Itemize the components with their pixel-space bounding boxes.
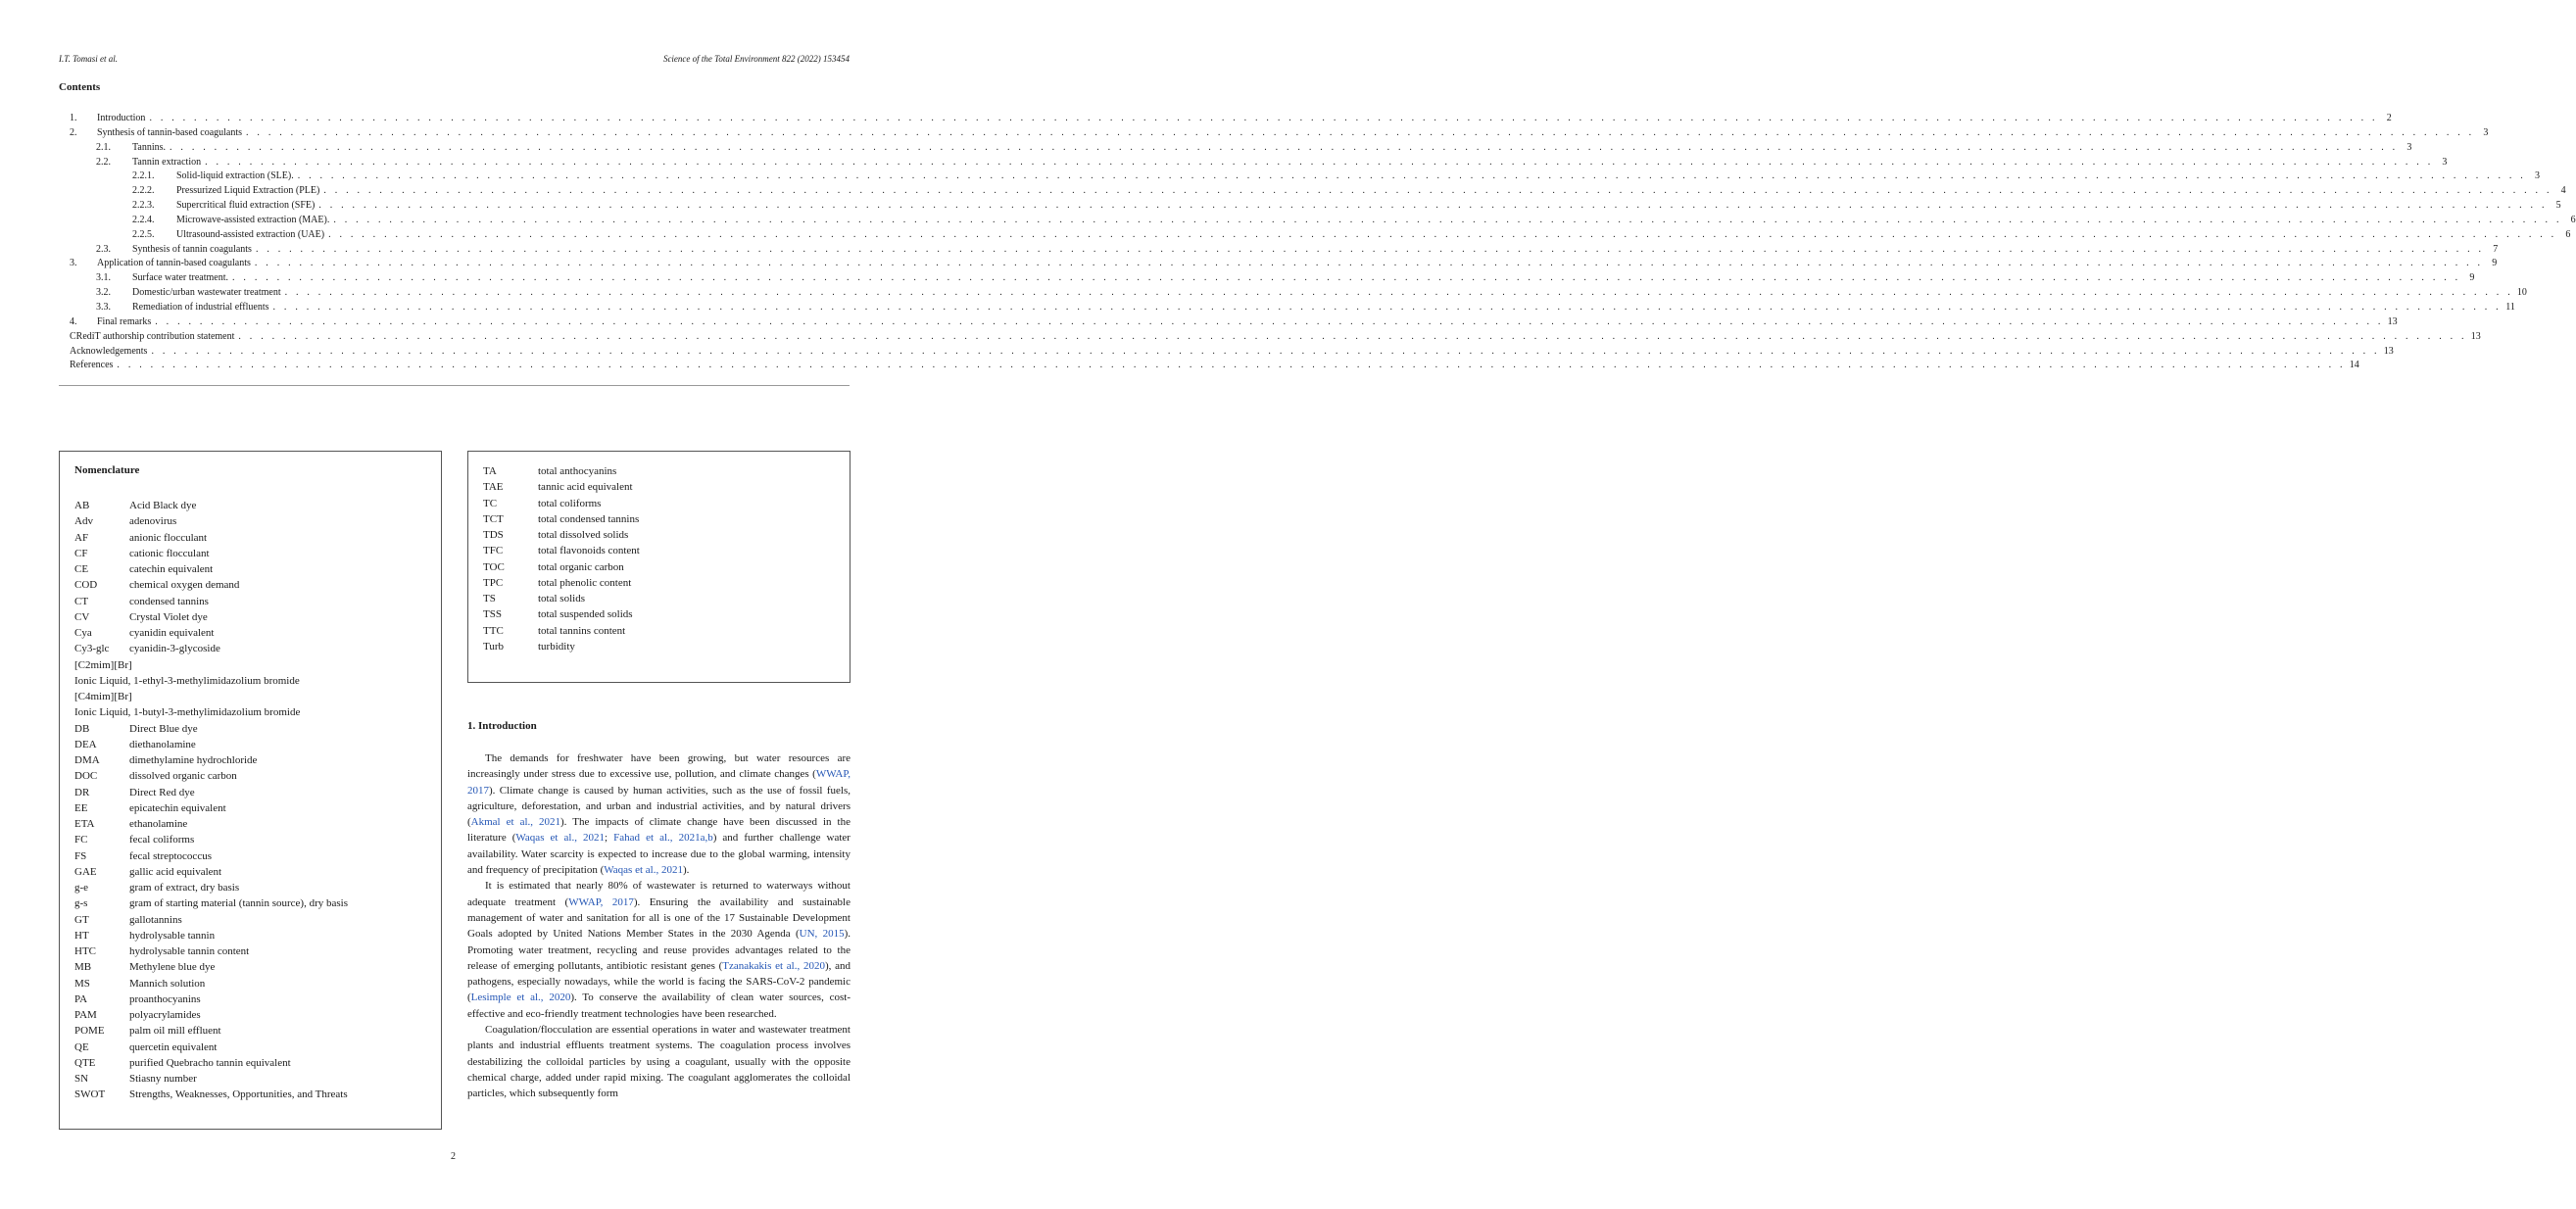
nomenclature-abbreviation: Cya [74,627,92,639]
nomenclature-row [74,577,433,593]
nomenclature-row [74,832,433,847]
nomenclature-definition: total dissolved solids [538,529,629,541]
nomenclature-row [74,1055,433,1071]
nomenclature-row [74,625,433,641]
nomenclature-definition: Strengths, Weaknesses, Opportunities, and Threats [129,1088,348,1101]
toc-entry[interactable] [70,286,2527,301]
nomenclature-row [74,1040,433,1055]
toc-entry[interactable] [70,214,2576,228]
nomenclature-definition: epicatechin equivalent [129,801,226,814]
introduction-body [467,750,851,1102]
nomenclature-row [74,912,433,928]
nomenclature-row [74,704,433,720]
nomenclature-definition: total coliforms [538,497,602,509]
nomenclature-row [74,657,433,673]
citation-link[interactable]: Akmal et al., 2021 [470,816,561,829]
nomenclature-definition: proanthocyanins [129,992,201,1005]
toc-entry-number: 2.2.1. [132,170,155,182]
toc-entry-page: 3 [2442,156,2448,168]
toc-entry-page: 3 [2535,170,2541,182]
nomenclature-abbreviation: HT [74,929,89,942]
toc-entry-page: 5 [2555,200,2561,212]
nomenclature-row [74,609,433,625]
nomenclature-row [483,591,842,606]
table-of-contents [70,112,2576,373]
nomenclature-row [74,928,433,943]
nomenclature-row [74,546,433,561]
toc-entry-number: 2.2.4. [132,214,155,225]
toc-entry-page: 10 [2516,287,2527,299]
nomenclature-definition: tannic acid equivalent [538,481,633,494]
nomenclature-abbreviation: SN [74,1073,89,1085]
toc-entry-title: Synthesis of tannin coagulants [132,243,252,255]
toc-entry-title: Supercritical fluid extraction (SFE) [176,200,316,212]
nomenclature-abbreviation: TAE [483,481,504,494]
toc-entry-title: Remediation of industrial effluents [132,301,269,313]
toc-dot-leader: . . . . . . . . . . . . . . . . . . . . . . . . . . . . . . . . . . . . . . . . . . . . . . . . . . . . . . . . . . . . . . . . . . . . . . . . . . . . . . . . . . . . . . . . . . . . . . . . . . . . . . . . . . . . . . . . . . . . . . . . . . . . . . . . . . . . . . . . . . . . . . . . . . . . . . . . . . . . . . . . . . . . . . . . . . . . . . . . . . . . . . . . . . . . . . . . . . . . . . . . [272,301,2502,313]
toc-entry-title: Tannins. [132,141,167,153]
nomenclature-definition: hydrolysable tannin content [129,945,250,957]
toc-dot-leader: . . . . . . . . . . . . . . . . . . . . . . . . . . . . . . . . . . . . . . . . . . . . . . . . . . . . . . . . . . . . . . . . . . . . . . . . . . . . . . . . . . . . . . . . . . . . . . . . . . . . . . . . . . . . . . . . . . . . . . . . . . . . . . . . . . . . . . . . . . . . . . . . . . . . . . . . . . . . . . . . . . . . . . . . . . . . . . . . . . . . . . . . . . . . . . . . . . . . . . . . [238,330,2467,342]
nomenclature-abbreviation: DR [74,786,90,798]
intro-paragraph-3: Coagulation/flocculation are essential operations in water and wastewater treatment plants and industrial effluents treatment systems. The coagulation process involves destabilizing the colloidal particles by using a coagulant, usually with the opposite chemical charge, added under rapid mixing. The coagulant agglomerates the colloidal particles, which subsequently form [467,1024,851,1100]
contents-divider [59,385,850,386]
toc-dot-leader: . . . . . . . . . . . . . . . . . . . . . . . . . . . . . . . . . . . . . . . . . . . . . . . . . . . . . . . . . . . . . . . . . . . . . . . . . . . . . . . . . . . . . . . . . . . . . . . . . . . . . . . . . . . . . . . . . . . . . . . . . . . . . . . . . . . . . . . . . . . . . . . . . . . . . . . . . . . . . . . . . . . . . . . . . . . . . . . . . . . . . . . . . . . . . . . . . . . . . . . . [246,126,2475,138]
nomenclature-definition: purified Quebracho tannin equivalent [129,1056,291,1069]
nomenclature-row [74,959,433,975]
nomenclature-definition: anionic flocculant [129,531,208,544]
toc-entry-page: 13 [2470,330,2481,342]
nomenclature-definition: cationic flocculant [129,547,210,559]
nomenclature-definition: dimethylamine hydrochloride [129,754,258,766]
toc-dot-leader: . . . . . . . . . . . . . . . . . . . . . . . . . . . . . . . . . . . . . . . . . . . . . . . . . . . . . . . . . . . . . . . . . . . . . . . . . . . . . . . . . . . . . . . . . . . . . . . . . . . . . . . . . . . . . . . . . . . . . . . . . . . . . . . . . . . . . . . . . . . . . . . . . . . . . . . . . . . . . . . . . . . . . . . . . . . . . . . . . . . . . . . . . . . . . . . . . . . . . . . . [155,315,2384,327]
nomenclature-row [74,721,433,737]
citation-link[interactable]: Waqas et al., 2021 [604,864,683,877]
toc-entry-page: 13 [2387,315,2398,327]
toc-entry-page: 6 [2570,214,2576,225]
toc-entry-number: 3.2. [96,287,111,299]
toc-dot-leader: . . . . . . . . . . . . . . . . . . . . . . . . . . . . . . . . . . . . . . . . . . . . . . . . . . . . . . . . . . . . . . . . . . . . . . . . . . . . . . . . . . . . . . . . . . . . . . . . . . . . . . . . . . . . . . . . . . . . . . . . . . . . . . . . . . . . . . . . . . . . . . . . . . . . . . . . . . . . . . . . . . . . . . . . . . . . . . . . . . . . . . . . . . . . . . . . . . . . . . . . [328,228,2557,240]
nomenclature-row [74,561,433,577]
nomenclature-abbreviation: MB [74,961,92,974]
nomenclature-row [483,575,842,591]
nomenclature-row [74,737,433,752]
nomenclature-abbreviation: SWOT [74,1088,106,1101]
nomenclature-row [74,513,433,529]
nomenclature-definition: chemical oxygen demand [129,579,240,592]
nomenclature-row [483,527,842,543]
toc-dot-leader: . . . . . . . . . . . . . . . . . . . . . . . . . . . . . . . . . . . . . . . . . . . . . . . . . . . . . . . . . . . . . . . . . . . . . . . . . . . . . . . . . . . . . . . . . . . . . . . . . . . . . . . . . . . . . . . . . . . . . . . . . . . . . . . . . . . . . . . . . . . . . . . . . . . . . . . . . . . . . . . . . . . . . . . . . . . . . . . . . . . . . . . . . . . . . . . . . . . . . . . . [170,141,2399,153]
toc-entry[interactable] [70,330,2481,345]
nomenclature-row [74,976,433,991]
toc-entry-number: 2.1. [96,141,111,153]
toc-entry-page: 3 [2406,141,2412,153]
toc-entry-title: Final remarks [97,315,152,327]
nomenclature-definition: diethanolamine [129,738,196,750]
nomenclature-abbreviation: Ionic Liquid, 1-butyl-3-methylimidazolium bromide [74,706,301,719]
nomenclature-abbreviation: DB [74,722,90,735]
nomenclature-row [74,880,433,895]
text: The demands for freshwater have been growing, but water resources are increasingly under stress due to excessive use, pollution, and climate changes ( [467,752,851,781]
nomenclature-definition: total flavonoids content [538,545,640,557]
nomenclature-box-left [59,451,442,1130]
nomenclature-abbreviation: DOC [74,770,98,783]
toc-entry-number: 2.2. [96,156,111,168]
nomenclature-abbreviation: EE [74,801,88,814]
nomenclature-abbreviation: DEA [74,738,97,750]
toc-dot-leader: . . . . . . . . . . . . . . . . . . . . . . . . . . . . . . . . . . . . . . . . . . . . . . . . . . . . . . . . . . . . . . . . . . . . . . . . . . . . . . . . . . . . . . . . . . . . . . . . . . . . . . . . . . . . . . . . . . . . . . . . . . . . . . . . . . . . . . . . . . . . . . . . . . . . . . . . . . . . . . . . . . . . . . . . . . . . . . . . . . . . . . . . . . . . . . . . . . . . . . . . [151,345,2380,357]
toc-entry[interactable] [70,228,2571,243]
toc-dot-leader: . . . . . . . . . . . . . . . . . . . . . . . . . . . . . . . . . . . . . . . . . . . . . . . . . . . . . . . . . . . . . . . . . . . . . . . . . . . . . . . . . . . . . . . . . . . . . . . . . . . . . . . . . . . . . . . . . . . . . . . . . . . . . . . . . . . . . . . . . . . . . . . . . . . . . . . . . . . . . . . . . . . . . . . . . . . . . . . . . . . . . . . . . . . . . . . . . . . . . . . . [254,258,2484,269]
text: It is estimated that nearly 80% of wastewater is returned to waterways without adequate treatment ( [467,880,851,908]
nomenclature-abbreviation: TDS [483,529,504,541]
toc-entry-title: Introduction [97,113,146,123]
contents-title: Contents [59,81,101,93]
toc-dot-leader: . . . . . . . . . . . . . . . . . . . . . . . . . . . . . . . . . . . . . . . . . . . . . . . . . . . . . . . . . . . . . . . . . . . . . . . . . . . . . . . . . . . . . . . . . . . . . . . . . . . . . . . . . . . . . . . . . . . . . . . . . . . . . . . . . . . . . . . . . . . . . . . . . . . . . . . . . . . . . . . . . . . . . . . . . . . . . . . . . . . . . . . . . . . . . . . . . . . . . . . . [323,185,2552,197]
toc-entry-page: 11 [2505,301,2515,313]
toc-entry-title: Solid-liquid extraction (SLE). [176,170,294,182]
nomenclature-row [74,895,433,911]
nomenclature-definition: quercetin equivalent [129,1040,218,1053]
nomenclature-row [74,1023,433,1039]
toc-entry[interactable] [70,315,2398,330]
nomenclature-abbreviation: GT [74,913,89,926]
nomenclature-definition: total organic carbon [538,560,624,573]
introduction-heading: 1. Introduction [467,720,537,732]
toc-entry[interactable] [70,169,2541,184]
citation-link[interactable]: Lesimple et al., 2020 [470,991,571,1004]
toc-entry-number: 2.2.5. [132,228,155,240]
nomenclature-definition: Crystal Violet dye [129,610,208,623]
toc-entry-title: Surface water treatment. [132,272,229,284]
text: ). The impacts of climate change have been discussed in the literature ( [467,816,851,845]
nomenclature-definition: total solids [538,593,585,604]
toc-entry-page: 14 [2349,360,2359,371]
nomenclature-definition: palm oil mill effluent [129,1025,221,1038]
nomenclature-abbreviation: COD [74,579,98,592]
nomenclature-abbreviation: GAE [74,865,97,878]
toc-entry-number: 2.2.2. [132,185,155,197]
toc-dot-leader: . . . . . . . . . . . . . . . . . . . . . . . . . . . . . . . . . . . . . . . . . . . . . . . . . . . . . . . . . . . . . . . . . . . . . . . . . . . . . . . . . . . . . . . . . . . . . . . . . . . . . . . . . . . . . . . . . . . . . . . . . . . . . . . . . . . . . . . . . . . . . . . . . . . . . . . . . . . . . . . . . . . . . . . . . . . . . . . . . . . . . . . . . . . . . . . . . . . . . . . . [149,113,2378,123]
nomenclature-abbreviation: QE [74,1040,89,1053]
nomenclature-definition: gram of starting material (tannin source), dry basis [129,897,348,910]
nomenclature-abbreviation: TPC [483,576,504,589]
toc-dot-leader: . . . . . . . . . . . . . . . . . . . . . . . . . . . . . . . . . . . . . . . . . . . . . . . . . . . . . . . . . . . . . . . . . . . . . . . . . . . . . . . . . . . . . . . . . . . . . . . . . . . . . . . . . . . . . . . . . . . . . . . . . . . . . . . . . . . . . . . . . . . . . . . . . . . . . . . . . . . . . . . . . . . . . . . . . . . . . . . . . . . . . . . . . . . . . . . . . . . . . . . . [117,360,2346,371]
toc-entry-title: CRediT authorship contribution statement [70,330,235,342]
nomenclature-definition: Direct Red dye [129,786,195,798]
nomenclature-row [74,1007,433,1023]
nomenclature-abbreviation: TC [483,497,498,509]
nomenclature-definition: adenovirus [129,515,177,528]
nomenclature-row [74,752,433,768]
nomenclature-definition: catechin equivalent [129,563,214,575]
nomenclature-row [74,991,433,1007]
nomenclature-abbreviation: PAM [74,1009,97,1021]
nomenclature-definition: gallotannins [129,913,182,926]
toc-entry-title: Tannin extraction [132,156,202,168]
citation-link[interactable]: Waqas et al., 2021 [515,832,606,845]
nomenclature-definition: Mannich solution [129,977,206,990]
toc-dot-leader: . . . . . . . . . . . . . . . . . . . . . . . . . . . . . . . . . . . . . . . . . . . . . . . . . . . . . . . . . . . . . . . . . . . . . . . . . . . . . . . . . . . . . . . . . . . . . . . . . . . . . . . . . . . . . . . . . . . . . . . . . . . . . . . . . . . . . . . . . . . . . . . . . . . . . . . . . . . . . . . . . . . . . . . . . . . . . . . . . . . . . . . . . . . . . . . . . . . . . . . . [205,156,2434,168]
nomenclature-row [483,606,842,622]
text: ), and pathogens, especially nowadays, while the world is facing the SARS-CoV-2 pandemic ( [467,959,851,1004]
nomenclature-row [74,943,433,959]
nomenclature-abbreviation: AB [74,500,90,511]
nomenclature-abbreviation: POME [74,1025,105,1038]
toc-entry-number: 3.3. [96,301,111,313]
toc-entry-title: Domestic/urban wastewater treatment [132,287,281,299]
toc-entry-number: 2.2.3. [132,200,155,212]
citation-link[interactable]: WWAP, 2017 [467,768,851,797]
nomenclature-row [74,848,433,864]
nomenclature-abbreviation: CE [74,563,89,575]
nomenclature-definition: gallic acid equivalent [129,865,222,878]
text: ; [605,832,614,845]
nomenclature-list-right [483,463,842,654]
nomenclature-row [74,800,433,816]
nomenclature-definition: Stiasny number [129,1073,197,1085]
nomenclature-abbreviation: TOC [483,560,505,573]
nomenclature-row [74,768,433,784]
nomenclature-row [74,864,433,880]
toc-entry[interactable] [70,257,2498,271]
toc-entry-number: 1. [70,113,77,123]
toc-entry-page: 6 [2565,228,2571,240]
nomenclature-abbreviation: CV [74,610,90,623]
nomenclature-row [483,623,842,639]
toc-dot-leader: . . . . . . . . . . . . . . . . . . . . . . . . . . . . . . . . . . . . . . . . . . . . . . . . . . . . . . . . . . . . . . . . . . . . . . . . . . . . . . . . . . . . . . . . . . . . . . . . . . . . . . . . . . . . . . . . . . . . . . . . . . . . . . . . . . . . . . . . . . . . . . . . . . . . . . . . . . . . . . . . . . . . . . . . . . . . . . . . . . . . . . . . . . . . . . . . . . . . . . . . [333,214,2562,225]
nomenclature-definition: condensed tannins [129,595,209,607]
nomenclature-row [483,639,842,654]
toc-entry[interactable] [70,345,2394,360]
toc-dot-leader: . . . . . . . . . . . . . . . . . . . . . . . . . . . . . . . . . . . . . . . . . . . . . . . . . . . . . . . . . . . . . . . . . . . . . . . . . . . . . . . . . . . . . . . . . . . . . . . . . . . . . . . . . . . . . . . . . . . . . . . . . . . . . . . . . . . . . . . . . . . . . . . . . . . . . . . . . . . . . . . . . . . . . . . . . . . . . . . . . . . . . . . . . . . . . . . . . . . . . . . . [232,272,2461,284]
nomenclature-row [483,496,842,511]
nomenclature-abbreviation: CF [74,547,88,559]
nomenclature-abbreviation: Turb [483,640,504,653]
nomenclature-definition: turbidity [538,640,575,653]
toc-entry[interactable] [70,271,2475,286]
nomenclature-abbreviation: TSS [483,608,502,621]
nomenclature-definition: cyanidin equivalent [129,627,215,639]
toc-entry[interactable] [70,126,2489,141]
nomenclature-definition: Direct Blue dye [129,722,198,735]
nomenclature-definition: gram of extract, dry basis [129,882,240,894]
toc-entry-page: 3 [2483,126,2489,138]
toc-entry-title: Pressurized Liquid Extraction (PLE) [176,185,320,197]
nomenclature-abbreviation: FS [74,849,87,862]
nomenclature-abbreviation: [C4mim][Br] [74,691,132,702]
nomenclature-abbreviation: TTC [483,624,504,637]
running-header [59,54,850,68]
toc-dot-leader: . . . . . . . . . . . . . . . . . . . . . . . . . . . . . . . . . . . . . . . . . . . . . . . . . . . . . . . . . . . . . . . . . . . . . . . . . . . . . . . . . . . . . . . . . . . . . . . . . . . . . . . . . . . . . . . . . . . . . . . . . . . . . . . . . . . . . . . . . . . . . . . . . . . . . . . . . . . . . . . . . . . . . . . . . . . . . . . . . . . . . . . . . . . . . . . . . . . . . . . . [255,243,2485,255]
nomenclature-row [74,594,433,609]
nomenclature-abbreviation: MS [74,977,90,990]
toc-entry-page: 9 [2492,258,2498,269]
toc-dot-leader: . . . . . . . . . . . . . . . . . . . . . . . . . . . . . . . . . . . . . . . . . . . . . . . . . . . . . . . . . . . . . . . . . . . . . . . . . . . . . . . . . . . . . . . . . . . . . . . . . . . . . . . . . . . . . . . . . . . . . . . . . . . . . . . . . . . . . . . . . . . . . . . . . . . . . . . . . . . . . . . . . . . . . . . . . . . . . . . . . . . . . . . . . . . . . . . . . . . . . . . . [284,287,2513,299]
toc-entry-page: 13 [2383,345,2394,357]
text: ). Climate change is caused by human activities, such as the use of fossil fuels, agriculture, deforestation, and urban and industrial activities, and by natural drivers ( [467,784,851,829]
nomenclature-abbreviation: PA [74,992,88,1005]
nomenclature-abbreviation: TS [483,593,496,604]
nomenclature-abbreviation: Cy3-glc [74,643,110,655]
toc-entry-number: 3. [70,258,77,269]
nomenclature-abbreviation: CT [74,595,89,607]
nomenclature-abbreviation: Adv [74,515,93,528]
page-number: 2 [451,1151,456,1162]
nomenclature-abbreviation: Ionic Liquid, 1-ethyl-3-methylimidazolium bromide [74,674,300,687]
toc-entry-number: 2.3. [96,243,111,255]
nomenclature-row [74,498,433,513]
nomenclature-row [483,479,842,495]
citation-link[interactable]: UN, 2015 [799,928,845,941]
toc-entry[interactable] [70,359,2359,373]
nomenclature-abbreviation: FC [74,834,88,846]
nomenclature-row [74,785,433,800]
toc-entry-number: 4. [70,315,77,327]
toc-entry[interactable] [70,199,2561,214]
nomenclature-abbreviation: g-s [74,897,88,910]
nomenclature-abbreviation: DMA [74,754,100,766]
nomenclature-definition: total anthocyanins [538,465,617,477]
intro-paragraph-1 [467,750,851,878]
nomenclature-abbreviation: TA [483,465,497,477]
nomenclature-row [483,511,842,527]
nomenclature-box-right [467,451,851,683]
text: ) and further challenge water availability. Water scarcity is expected to increase due to the global warming, intensity and frequency of precipitation ( [467,832,851,877]
toc-entry[interactable] [70,301,2515,315]
text: ). To conserve the availability of clean water sources, cost-effective and eco-friendly treatment technologies have been researched. [467,991,851,1020]
intro-paragraph-2 [467,878,851,1022]
toc-entry-title: References [70,360,114,371]
toc-entry-page: 9 [2469,272,2475,284]
header-journal: Science of the Total Environment 822 (2022) 153454 [662,54,850,64]
nomenclature-abbreviation: [C2mim][Br] [74,658,132,671]
nomenclature-definition: Methylene blue dye [129,961,216,974]
nomenclature-definition: cyanidin-3-glycoside [129,643,220,655]
nomenclature-row [483,463,842,479]
nomenclature-row [74,1087,433,1102]
toc-entry-title: Application of tannin-based coagulants [97,258,251,269]
text: ). Ensuring the availability and sustainable management of water and sanitation for all is one of the 17 Sustainable Development Goals adopted by United Nations Member States in the 2030 Agenda ( [467,895,851,941]
nomenclature-definition: total condensed tannins [538,512,640,525]
nomenclature-row [74,689,433,704]
toc-entry-page: 2 [2386,113,2392,123]
nomenclature-abbreviation: g-e [74,882,89,894]
toc-entry-title: Synthesis of tannin-based coagulants [97,126,243,138]
nomenclature-row [74,673,433,689]
nomenclature-abbreviation: TFC [483,545,504,557]
toc-entry[interactable] [70,184,2566,199]
toc-entry[interactable] [70,141,2412,156]
nomenclature-definition: polyacrylamides [129,1009,201,1021]
toc-entry-page: 4 [2560,185,2566,197]
toc-entry[interactable] [70,112,2392,126]
nomenclature-definition: fecal coliforms [129,834,195,846]
nomenclature-row [74,1071,433,1087]
toc-entry-title: Ultrasound-assisted extraction (UAE) [176,228,325,240]
nomenclature-definition: fecal streptococcus [129,849,212,862]
nomenclature-row [483,559,842,575]
header-authors: I.T. Tomasi et al. [59,54,119,64]
nomenclature-definition: hydrolysable tannin [129,929,216,942]
nomenclature-row [74,530,433,546]
nomenclature-abbreviation: TCT [483,512,504,525]
nomenclature-row [74,816,433,832]
nomenclature-list-left [74,498,433,1103]
text: ). [682,864,690,877]
nomenclature-abbreviation: HTC [74,945,96,957]
nomenclature-definition: ethanolamine [129,818,188,830]
nomenclature-row [483,543,842,558]
nomenclature-abbreviation: QTE [74,1056,96,1069]
nomenclature-definition: Acid Black dye [129,500,197,511]
toc-entry-title: Microwave-assisted extraction (MAE). [176,214,330,225]
toc-entry-number: 2. [70,126,77,138]
nomenclature-title: Nomenclature [74,464,140,476]
toc-entry-number: 3.1. [96,272,111,284]
toc-entry-title: Acknowledgements [70,345,148,357]
toc-entry-page: 7 [2493,243,2499,255]
toc-entry[interactable] [70,156,2448,170]
citation-link[interactable]: Tzanakakis et al., 2020 [722,959,825,972]
nomenclature-abbreviation: AF [74,531,89,544]
toc-entry[interactable] [70,243,2499,258]
nomenclature-definition: total tannins content [538,624,626,637]
text: ). Promoting water treatment, recycling and reuse provides advantages related to the release of emerging pollutants, antibiotic resistant genes ( [467,928,851,972]
nomenclature-definition: total suspended solids [538,608,633,621]
toc-dot-leader: . . . . . . . . . . . . . . . . . . . . . . . . . . . . . . . . . . . . . . . . . . . . . . . . . . . . . . . . . . . . . . . . . . . . . . . . . . . . . . . . . . . . . . . . . . . . . . . . . . . . . . . . . . . . . . . . . . . . . . . . . . . . . . . . . . . . . . . . . . . . . . . . . . . . . . . . . . . . . . . . . . . . . . . . . . . . . . . . . . . . . . . . . . . . . . . . . . . . . . . . [297,170,2527,182]
citation-link[interactable]: Fahad et al., 2021a,b [613,832,713,845]
citation-link[interactable]: WWAP, 2017 [568,895,634,908]
toc-dot-leader: . . . . . . . . . . . . . . . . . . . . . . . . . . . . . . . . . . . . . . . . . . . . . . . . . . . . . . . . . . . . . . . . . . . . . . . . . . . . . . . . . . . . . . . . . . . . . . . . . . . . . . . . . . . . . . . . . . . . . . . . . . . . . . . . . . . . . . . . . . . . . . . . . . . . . . . . . . . . . . . . . . . . . . . . . . . . . . . . . . . . . . . . . . . . . . . . . . . . . . . . [318,200,2548,212]
nomenclature-row [74,641,433,656]
nomenclature-definition: total phenolic content [538,576,632,589]
nomenclature-abbreviation: ETA [74,818,95,830]
nomenclature-definition: dissolved organic carbon [129,770,237,783]
